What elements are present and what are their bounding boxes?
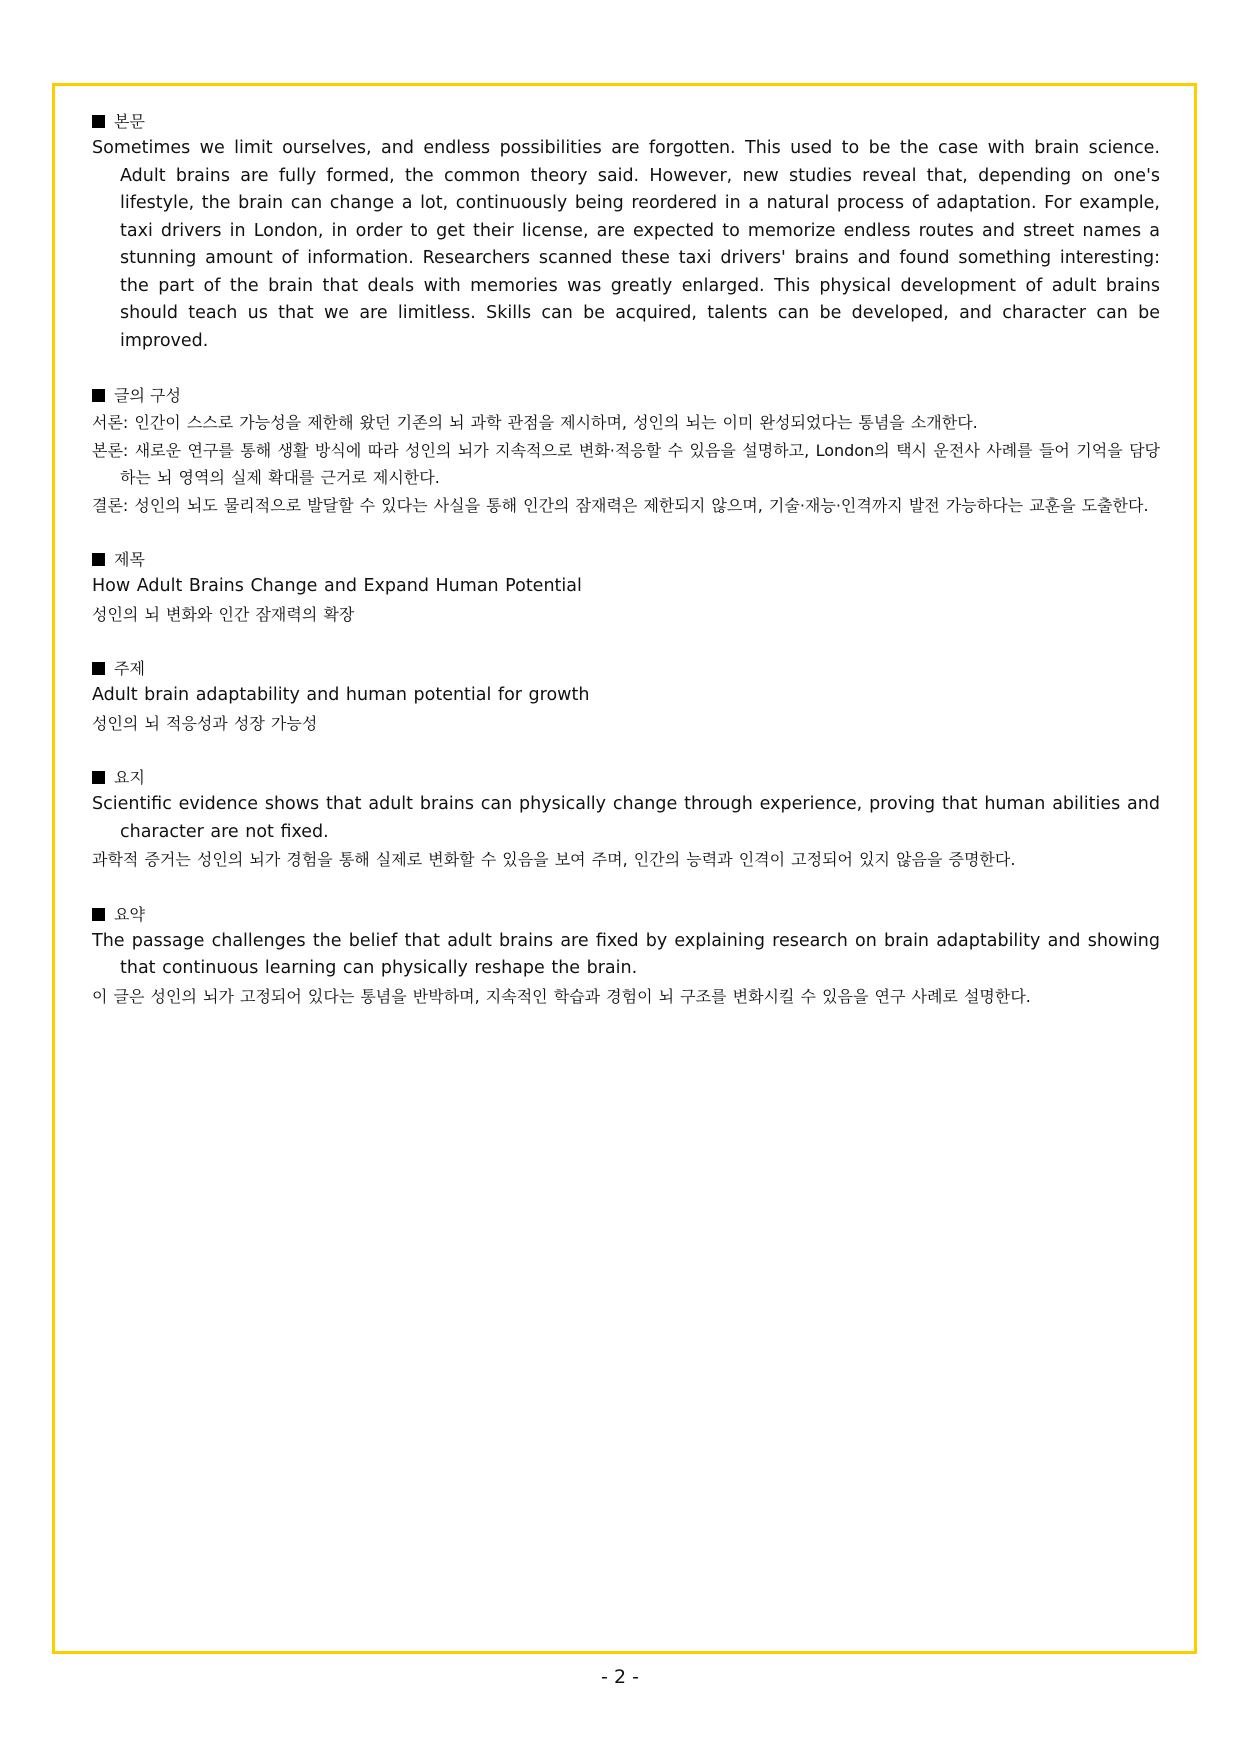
section-heading	[92, 655, 1160, 682]
section-heading-label: 주제	[114, 659, 145, 678]
black-square-bullet-icon	[92, 662, 105, 675]
section-heading	[92, 108, 1160, 135]
title-ko: 성인의 뇌 변화와 인간 잠재력의 확장	[92, 604, 355, 624]
section-summary	[92, 901, 1160, 1011]
section-topic	[92, 655, 1160, 737]
structure-conclusion: 결론: 성인의 뇌도 물리적으로 발달할 수 있다는 사실을 통해 인간의 잠재력은 제한되지 않으며, 기술·재능·인격까지 발전 가능하다는 교훈을 도출한다.	[92, 495, 1149, 515]
topic-en: Adult brain adaptability and human potential for growth	[92, 685, 590, 705]
section-heading-label: 요지	[114, 768, 145, 787]
passage-paragraph: Sometimes we limit ourselves, and endless possibilities are forgotten. This used to be the case with brain science. Adult brains are fully formed, the common theory said. However, new studies reveal that, depending on one's lifestyle, the brain can change a lot, continuously being reordered in a natural process of adaptation. For example, taxi drivers in London, in order to get their license, are expected to memorize endless routes and street names a stunning amount of information. Researchers scanned these taxi drivers' brains and found something interesting: the part of the brain that deals with memories was greatly enlarged. This physical development of adult brains should teach us that we are limitless. Skills can be acquired, talents can be developed, and character can be improved.	[92, 138, 1160, 351]
section-heading-label: 글의 구성	[114, 386, 181, 405]
section-heading	[92, 764, 1160, 791]
summary-ko: 이 글은 성인의 뇌가 고정되어 있다는 통념을 반박하며, 지속적인 학습과 경험이 뇌 구조를 변화시킬 수 있음을 연구 사례로 설명한다.	[92, 986, 1031, 1006]
topic-ko: 성인의 뇌 적응성과 성장 가능성	[92, 713, 318, 733]
black-square-bullet-icon	[92, 908, 105, 921]
title-en: How Adult Brains Change and Expand Human Potential	[92, 576, 582, 596]
black-square-bullet-icon	[92, 389, 105, 402]
summary-en: The passage challenges the belief that adult brains are fixed by explaining research on brain adaptability and showing that continuous learning can physically reshape the brain.	[92, 930, 1160, 978]
structure-intro: 서론: 인간이 스스로 가능성을 제한해 왔던 기존의 뇌 과학 관점을 제시하며, 성인의 뇌는 이미 완성되었다는 통념을 소개한다.	[92, 413, 978, 432]
section-heading	[92, 901, 1160, 928]
main-idea-ko: 과학적 증거는 성인의 뇌가 경험을 통해 실제로 변화할 수 있음을 보여 주며, 인간의 능력과 인격이 고정되어 있지 않음을 증명한다.	[92, 850, 1016, 869]
black-square-bullet-icon	[92, 553, 105, 566]
section-heading-label: 요약	[114, 904, 145, 924]
section-body-text	[92, 108, 1160, 355]
section-title	[92, 546, 1160, 628]
section-structure	[92, 382, 1160, 519]
structure-body: 본론: 새로운 연구를 통해 생활 방식에 따라 성인의 뇌가 지속적으로 변화·적응할 수 있음을 설명하고, London의 택시 운전사 사례를 들어 기억을 담당하는 뇌 영역의 실제 확대를 근거로 제시한다.	[92, 440, 1160, 487]
page-number: - 2 -	[601, 1666, 639, 1688]
section-heading	[92, 382, 1160, 409]
document-body	[92, 108, 1160, 1037]
section-heading-label: 본문	[114, 112, 145, 131]
main-idea-en: Scientific evidence shows that adult brains can physically change through experience, proving that human abilities and character are not fixed.	[92, 794, 1160, 842]
section-heading-label: 제목	[114, 550, 145, 569]
section-main-idea	[92, 764, 1160, 874]
section-heading	[92, 546, 1160, 573]
black-square-bullet-icon	[92, 771, 105, 784]
black-square-bullet-icon	[92, 115, 105, 128]
